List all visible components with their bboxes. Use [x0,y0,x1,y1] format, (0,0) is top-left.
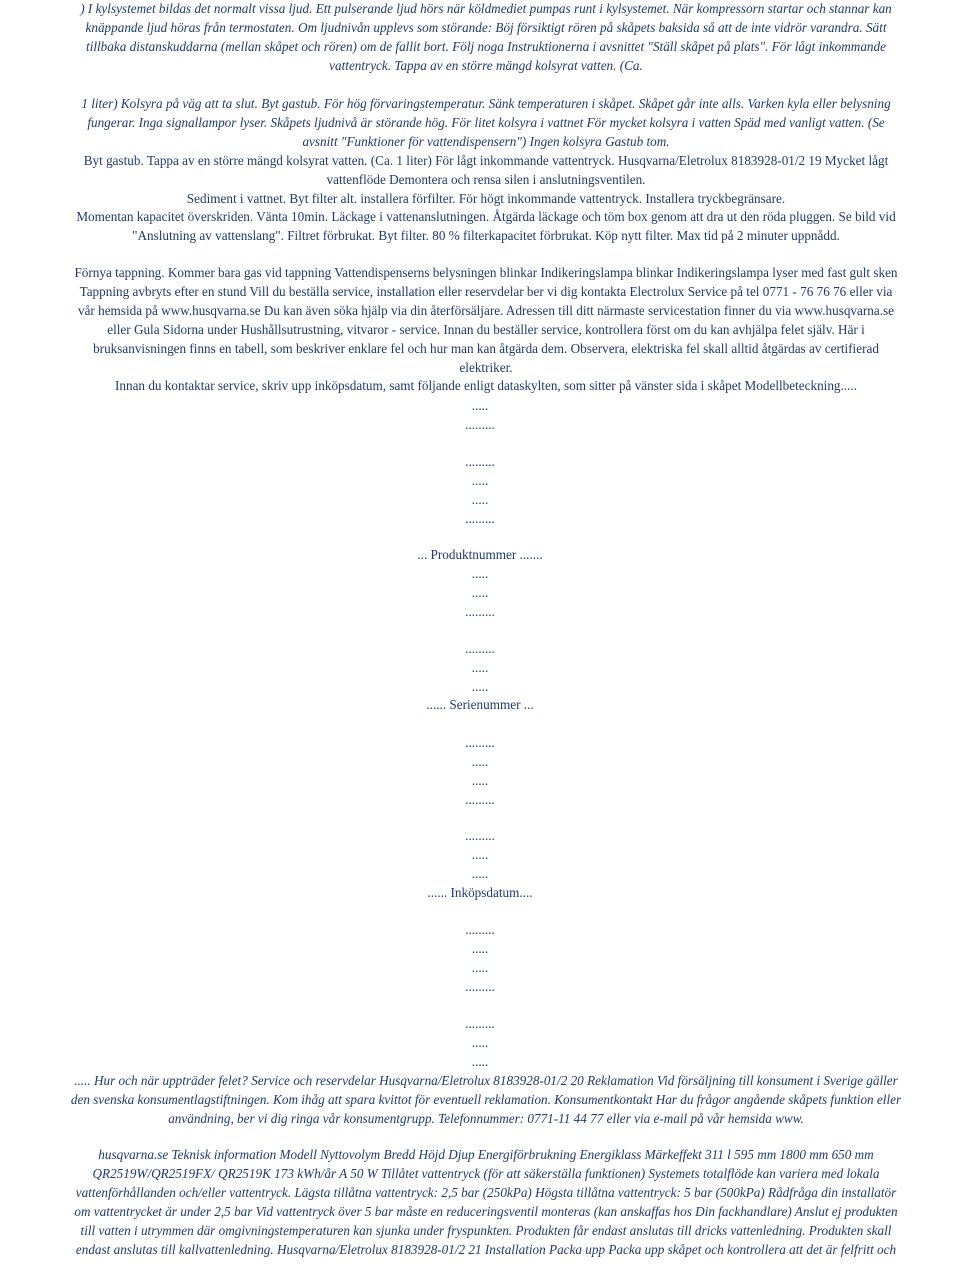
text-line: till vatten i utrymmen där omgivningstemperaturen kan sjunka under fryspunkten. Produkten får endast anslutas till dricks vattenledning. Produkten skall [80,1222,892,1238]
text-line: avsnitt "Funktioner för vattendispensern") Ingen kolsyra Gastub tom. [302,133,670,149]
text-line: Tappning avbryts efter en stund Vill du beställa service, installation eller reservdelar ber vi dig kontakta Electrolux Service på tel 0771 - 76 76 76 eller via [79,283,893,299]
serial-dots-group-2 [0,827,960,884]
product-number-label: ... Produktnummer ....... [417,547,543,562]
model-dots-group [0,397,960,435]
dots-line: ..... [471,472,489,488]
dots-line: ..... [471,566,489,581]
serial-dots-group [0,734,960,810]
text-line: knäppande ljud höras från termostaten. Om ljudnivån upplevs som störande: Böj försiktigt rören på skåpets baksida så att de inte vidrör varandra. Sätt [85,19,887,35]
dots-line: ......... [465,922,495,937]
purchase-dots-group [0,921,960,997]
text-line: Momentan kapacitet överskriden. Vänta 10min. Läckage i vattenanslutningen. Åtgärda läckage och töm box genom att dra ut den röda pluggen. Se bild vid [76,209,896,225]
text-line: vattenförhållanden och/eller vattentryck. Lägsta tillåtna vattentryck: 2,5 bar (250kPa) Högsta tillåtna vattentryck: 5 bar (500kPa) Rådfråga din installatör [75,1184,897,1200]
dots-line: ......... [465,416,495,432]
text-line: om vattentrycket är under 2,5 bar Vid vattentryck över 5 bar måste en reduceringsventil monteras (kan anskaffas hos Din fackhandlare) Anslut ej produkten [74,1203,898,1219]
dots-line: ..... [471,753,489,769]
text-line: Sediment i vattnet. Byt filter alt. installera förfilter. För högt inkommande vattentryck. Installera tryckbegränsare. [186,190,786,206]
dots-line: ..... [471,491,489,507]
dots-line: ..... [471,398,489,413]
dots-line: ......... [465,1016,495,1031]
troubleshooting-sound-paragraph [0,0,960,76]
text-line: tillbaka distanskuddarna (mellan skåpet och rören) om de fallit bort. Följ noga Instruktionerna i avsnittet "Ställ skåpet på plats". För lågt inkommande [86,38,886,54]
text-line: fungerar. Inga signallampor lyser. Skåpets ljudnivå är störande hög. För litet kolsyra i vattnet För mycket kolsyra i vatten Späd med vanligt vatten. (Se [87,114,885,130]
troubleshooting-table-paragraph [0,95,960,246]
dots-line: ..... [471,659,489,675]
dots-line: ......... [465,510,495,526]
text-line: 1 liter) Kolsyra på väg att ta slut. Byt gastub. För hög förvaringstemperatur. Sänk temperaturen i skåpet. Skåpet går inte alls. Varken kyla eller belysning [81,96,891,111]
dots-line: ......... [465,978,495,994]
product-dots-group [0,565,960,622]
model-dots-group-2 [0,453,960,529]
dots-line: ..... [471,584,489,600]
dots-line: ..... [471,846,489,862]
text-line: vår hemsida på www.husqvarna.se Du kan även söka hjälp via din återförsäljare. Adressen till ditt närmaste servicestation finner du via www.husqvarna.se [77,302,895,318]
dots-line: ......... [465,828,495,843]
dots-line: ..... [471,678,489,694]
text-line: eller Gula Sidorna under Hushållsutrustning, vitvaror - service. Innan du beställer service, kontrollera först om du kan avhjälpa felet själv. Här i [107,321,865,337]
text-line: Innan du kontaktar service, skriv upp inköpsdatum, samt följande enligt dataskylten, som sitter på vänster sida i skåpet Modellbeteckning..... [115,378,857,394]
dots-line: ......... [465,454,495,469]
text-line: vattenflöde Demontera och rensa silen i anslutningsventilen. [326,171,646,187]
text-line: Byt gastub. Tappa av en större mängd kolsyrat vatten. (Ca. 1 liter) För lågt inkommande vattentryck. Husqvarna/Eletrolux 8183928-01/2 19 Mycket lågt [83,152,889,168]
dots-line: ......... [465,641,495,656]
text-line: ..... Hur och när uppträder felet? Service och reservdelar Husqvarna/Eletrolux 8183928-01/2 20 Reklamation Vid försäljning till konsument i Sverige gäller [74,1073,898,1088]
purchase-date-label: ...... Inköpsdatum.... [427,885,533,900]
text-line: Förnya tappning. Kommer bara gas vid tappning Vattendispenserns belysningen blinkar Indikeringslampa blinkar Indikeringslampa lyser med fast gult sken [74,265,898,280]
text-line: endast anslutas till kallvattenledning. Husqvarna/Eletrolux 8183928-01/2 21 Installation Packa upp Packa upp skåpet och kontrollera att det är felfritt och [75,1241,897,1257]
dots-line: ..... [471,959,489,975]
text-line: "Anslutning av vattenslang". Filtret förbrukat. Byt filter. 80 % filterkapacitet förbrukat. Köp nytt filter. Max tid på 2 minuter uppnådd. [132,228,840,244]
dots-line: ..... [471,1034,489,1050]
dots-line: ......... [465,791,495,807]
serial-number-label: ...... Serienummer ... [426,697,534,712]
dots-line: ......... [465,735,495,750]
dots-line: ..... [471,772,489,788]
text-line: husqvarna.se Teknisk information Modell Nyttovolym Bredd Höjd Djup Energiförbrukning Energiklass Märkeffekt 311 l 595 mm 1800 mm 650 mm [98,1147,874,1162]
text-line: den svenska konsumentlagstiftningen. Kom ihåg att spara kvittot för eventuell reklamation. Konsumentkontakt Har du frågor angående skåpets funktion eller [70,1091,902,1107]
product-dots-group-2 [0,640,960,697]
text-line: elektriker. [459,359,513,375]
complaint-paragraph [0,1072,960,1129]
text-line: bruksanvisningen finns en tabell, som beskriver enklare fel och hur man kan åtgärda dem. Observera, elektriska fel skall alltid åtgärdas av certifierad [93,340,879,356]
dots-line: ..... [471,940,489,956]
text-line: QR2519W/QR2519FX/ QR2519K 173 kWh/år A 50 W Tillåtet vattentryck (för att säkerställa funktionen) Systemets totalflöde kan variera med lokala [92,1165,880,1181]
service-paragraph [0,264,960,396]
text-line: användning, ber vi dig ringa vår konsumentgrupp. Telefonnummer: 0771-11 44 77 eller via e-mail på vår hemsida www. [168,1110,804,1126]
dots-line: ..... [471,1053,489,1069]
technical-info-paragraph [0,1146,960,1259]
dots-line: ......... [465,603,495,619]
text-line: ) I kylsystemet bildas det normalt vissa ljud. Ett pulserande ljud hörs när köldmediet pumpas runt i kylsystemet. När kompressorn startar och stannar kan [80,1,892,16]
dots-line: ..... [471,865,489,881]
text-line: vattentryck. Tappa av en större mängd kolsyrat vatten. (Ca. [329,57,643,73]
purchase-dots-group-2 [0,1015,960,1072]
